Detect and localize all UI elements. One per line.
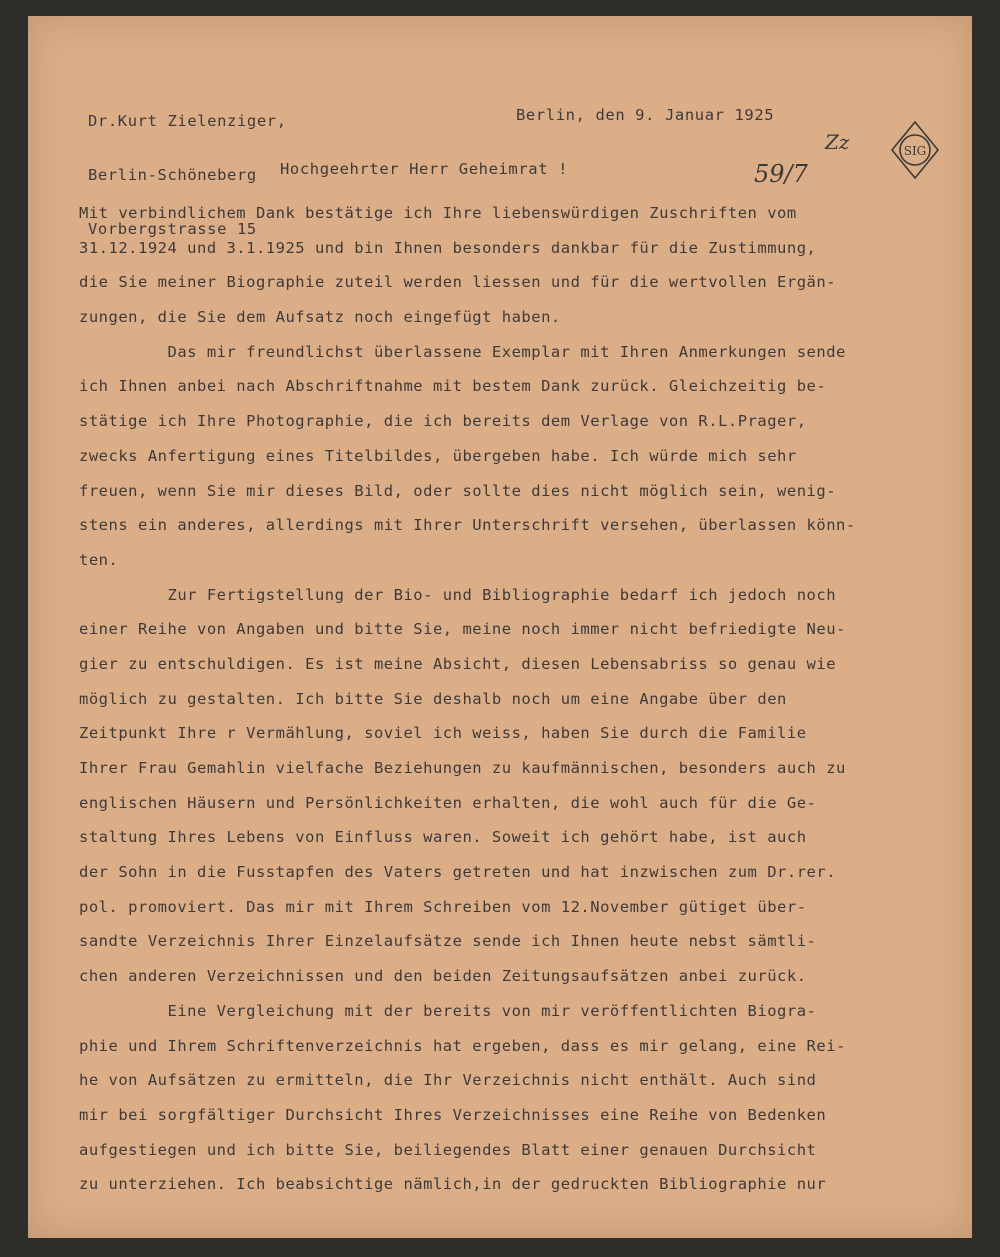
body-line: einer Reihe von Angaben und bitte Sie, meine noch immer nicht befriedigte Neu- (79, 620, 846, 639)
handwritten-number-mark (750, 148, 830, 198)
body-line: mir bei sorgfältiger Durchsicht Ihres Verzeichnisses eine Reihe von Bedenken (79, 1105, 827, 1124)
stamp-text: SIG (903, 144, 927, 158)
body-line: stens ein anderes, allerdings mit Ihrer Unterschrift versehen, überlassen könn- (79, 516, 856, 535)
body-line: chen anderen Verzeichnissen und den beiden Zeitungsaufsätzen anbei zurück. (79, 967, 807, 986)
sender-name: Dr.Kurt Zielenziger, (88, 112, 287, 130)
body-line: pol. promoviert. Das mir mit Ihrem Schreiben vom 12.November gütiget über- (79, 897, 807, 916)
body-line: Ihrer Frau Gemahlin vielfache Beziehungen zu kaufmännischen, besonders auch zu (79, 759, 846, 777)
sender-street: Vorbergstrasse 15 (88, 220, 257, 238)
body-line: stätige ich Ihre Photographie, die ich bereits dem Verlage von R.L.Prager, (79, 412, 807, 431)
letter-date: Berlin, den 9. Januar 1925 (516, 106, 775, 124)
handwritten-initials: Zz (825, 130, 850, 154)
salutation: Hochgeehrter Herr Geheimrat ! (280, 160, 569, 178)
body-line: zungen, die Sie dem Aufsatz noch eingefügt haben. (79, 308, 561, 327)
body-line: staltung Ihres Lebens von Einfluss waren. Soweit ich gehört habe, ist auch (79, 828, 807, 847)
body-line: englischen Häusern und Persönlichkeiten erhalten, die wohl auch für die Ge- (79, 793, 817, 812)
body-line: aufgestiegen und ich bitte Sie, beiliegendes Blatt einer genauen Durchsicht (79, 1140, 817, 1159)
body-line: phie und Ihrem Schriftenverzeichnis hat ergeben, dass es mir gelang, eine Rei- (79, 1036, 846, 1055)
body-line: zu unterziehen. Ich beabsichtige nämlich,in der gedruckten Bibliographie nur (79, 1175, 827, 1194)
body-line: ich Ihnen anbei nach Abschriftnahme mit bestem Dank zurück. Gleichzeitig be- (79, 377, 827, 396)
body-line: möglich zu gestalten. Ich bitte Sie deshalb noch um eine Angabe über den (79, 689, 787, 708)
body-line: gier zu entschuldigen. Es ist meine Absicht, diesen Lebensabriss so genau wie (79, 654, 837, 673)
body-line: Zur Fertigstellung der Bio- und Bibliographie bedarf ich jedoch noch (79, 585, 837, 604)
body-line: Das mir freundlichst überlassene Exemplar mit Ihren Anmerkungen sende (79, 342, 846, 361)
stamp-seal (890, 120, 940, 180)
body-line: Zeitpunkt Ihre r Vermählung, soviel ich weiss, haben Sie durch die Familie (79, 724, 807, 743)
body-line: ten. (79, 550, 119, 569)
handwritten-number: 59/7 (754, 160, 808, 188)
body-line: freuen, wenn Sie mir dieses Bild, oder sollte dies nicht möglich sein, wenig- (79, 481, 837, 500)
body-line: die Sie meiner Biographie zuteil werden liessen und für die wertvollen Ergän- (79, 273, 837, 292)
body-line: zwecks Anfertigung eines Titelbildes, übergeben habe. Ich würde mich sehr (79, 446, 797, 465)
sender-district: Berlin-Schöneberg (88, 166, 257, 184)
body-line: der Sohn in die Fusstapfen des Vaters getreten und hat inzwischen zum Dr.rer. (79, 863, 837, 882)
body-line: Mit verbindlichem Dank bestätige ich Ihre liebenswürdigen Zuschriften vom (79, 204, 797, 222)
body-line: 31.12.1924 und 3.1.1925 und bin Ihnen besonders dankbar für die Zustimmung, (79, 238, 817, 257)
body-line: sandte Verzeichnis Ihrer Einzelaufsätze sende ich Ihnen heute nebst sämtli- (79, 932, 817, 951)
letter-body (79, 196, 856, 1202)
body-line: Eine Vergleichung mit der bereits von mir veröffentlichten Biogra- (79, 1001, 817, 1020)
body-line: he von Aufsätzen zu ermitteln, die Ihr Verzeichnis nicht enthält. Auch sind (79, 1071, 817, 1090)
letter-sheet (28, 16, 972, 1238)
